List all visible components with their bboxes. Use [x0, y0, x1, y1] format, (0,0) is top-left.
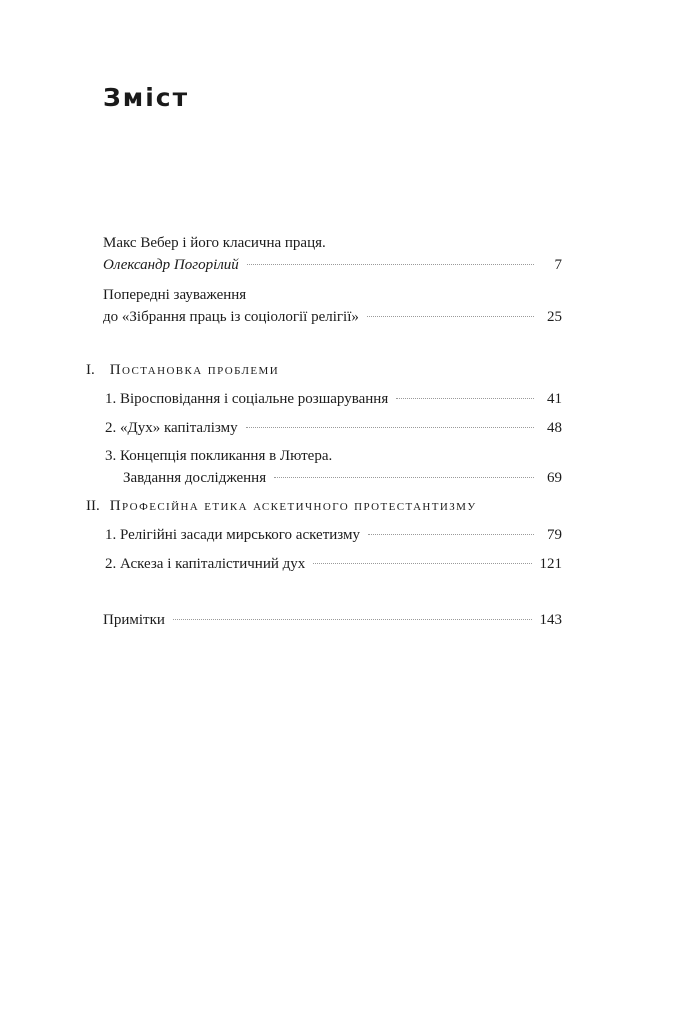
chapter-number: 1. — [105, 391, 117, 407]
dot-leader — [367, 316, 534, 317]
chapter-title: Віросповідання і соціальне розшарування — [120, 391, 389, 407]
page-number: 79 — [547, 527, 562, 543]
chapter-number: 2. — [105, 556, 117, 572]
part-heading — [86, 495, 562, 517]
toc-entry[interactable] — [105, 445, 562, 489]
dot-leader — [368, 534, 534, 535]
page-number: 41 — [547, 391, 562, 407]
toc-entry-title-cont: до «Зібрання праць із соціології релігії» — [103, 309, 359, 325]
page-title: Зміст — [103, 83, 190, 112]
toc-entry[interactable] — [105, 524, 562, 546]
page-number: 121 — [539, 556, 562, 572]
toc-entry[interactable] — [103, 284, 562, 328]
chapter-number: 3. — [105, 448, 117, 464]
chapter-number: 1. — [105, 527, 117, 543]
toc-entry-title: Попередні зауваження — [103, 287, 247, 303]
toc-entry[interactable] — [103, 232, 562, 276]
dot-leader — [247, 264, 534, 265]
dot-leader — [274, 477, 534, 478]
toc-entry[interactable] — [105, 388, 562, 410]
page-number: 143 — [539, 612, 562, 628]
toc-entry-author: Олександр Погорілий — [103, 257, 239, 273]
dot-leader — [246, 427, 534, 428]
chapter-title: «Дух» капіталізму — [120, 420, 238, 436]
page-number: 7 — [554, 257, 562, 273]
toc-entry[interactable] — [105, 417, 562, 439]
page-number: 48 — [547, 420, 562, 436]
dot-leader — [313, 563, 531, 564]
chapter-title-cont: Завдання дослідження — [123, 470, 267, 486]
notes-label: Примітки — [103, 612, 165, 628]
toc-entry[interactable] — [103, 609, 562, 631]
part-heading — [86, 359, 562, 381]
part-numeral: I. — [86, 362, 95, 378]
chapter-number: 2. — [105, 420, 117, 436]
page-number: 69 — [547, 470, 562, 486]
dot-leader — [396, 398, 534, 399]
toc-entry-title: Макс Вебер і його класична праця. — [103, 235, 326, 251]
part-numeral: II. — [86, 498, 100, 514]
chapter-title: Аскеза і капіталістичний дух — [120, 556, 306, 572]
chapter-title: Концепція покликання в Лютера. — [120, 448, 333, 464]
chapter-title: Релігійні засади мирського аскетизму — [120, 527, 360, 543]
dot-leader — [173, 619, 532, 620]
part-title: Постановка проблеми — [109, 362, 280, 378]
part-title: Професійна етика аскетичного протестантизму — [109, 498, 477, 514]
page-number: 25 — [547, 309, 562, 325]
toc-entry[interactable] — [105, 553, 562, 575]
